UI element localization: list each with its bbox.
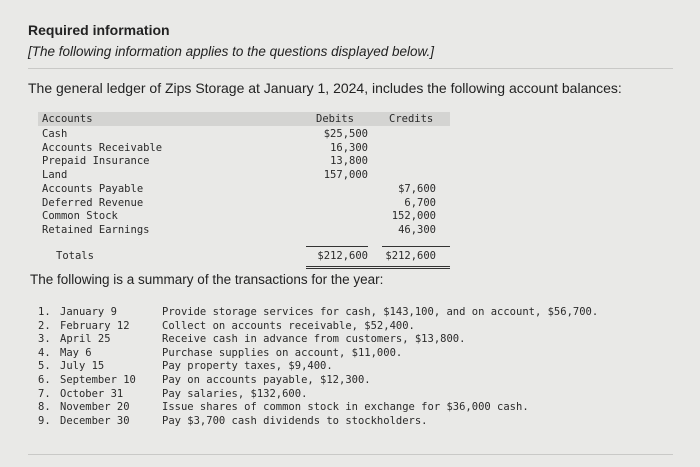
ledger-row (38, 128, 450, 141)
credit-value: 152,000 (391, 210, 436, 223)
transaction-date: January 9 (60, 306, 117, 318)
transaction-date: October 31 (60, 387, 124, 400)
total-rule (382, 246, 450, 247)
transaction-description: Receive cash in advance from customers, $13,800. (162, 333, 466, 346)
totals-debit: $212,600 (317, 249, 368, 262)
transaction-number: 5. (38, 360, 51, 373)
ledger-row (38, 224, 450, 237)
ledger-row (38, 169, 450, 182)
credit-value: 6,700 (404, 196, 436, 209)
transaction-description: Pay on accounts payable, $12,300. (162, 374, 371, 386)
section-title: Required information (28, 22, 170, 38)
account-name: Common Stock (42, 210, 118, 223)
debit-value: 16,300 (330, 141, 368, 154)
transaction-description: Pay property taxes, $9,400. (162, 360, 333, 373)
transaction-date: November 20 (60, 401, 130, 414)
credit-value: $7,600 (398, 182, 436, 195)
account-name: Prepaid Insurance (42, 155, 150, 168)
summary-intro-text: The following is a summary of the transactions for the year: (30, 272, 384, 287)
account-name: Cash (42, 128, 68, 140)
transaction-description: Issue shares of common stock in exchange for $36,000 cash. (162, 401, 529, 414)
transaction-number: 6. (38, 374, 51, 386)
ledger-intro-text: The general ledger of Zips Storage at January 1, 2024, includes the following account balances: (28, 80, 622, 96)
transaction-description: Pay salaries, $132,600. (162, 387, 308, 400)
transaction-description: Purchase supplies on account, $11,000. (162, 346, 403, 359)
transaction-number: 7. (38, 387, 51, 400)
ledger-row (38, 155, 450, 168)
col-accounts: Accounts (42, 113, 93, 125)
ledger-row (38, 210, 450, 223)
transaction-number: 4. (38, 346, 51, 359)
debit-value: 157,000 (323, 169, 368, 182)
account-name: Accounts Receivable (42, 141, 163, 154)
transaction-description: Collect on accounts receivable, $52,400. (162, 319, 415, 332)
transaction-date: April 25 (60, 333, 111, 346)
account-name: Accounts Payable (42, 182, 144, 195)
transaction-date: September 10 (60, 374, 136, 386)
transaction-description: Pay $3,700 cash dividends to stockholders. (162, 414, 428, 427)
debit-value: 13,800 (330, 155, 368, 168)
col-debits: Debits (316, 113, 354, 125)
transaction-number: 2. (38, 319, 51, 332)
transaction-date: May 6 (60, 346, 92, 359)
totals-credit: $212,600 (385, 249, 436, 262)
instruction-note: [The following information applies to the questions displayed below.] (28, 44, 434, 59)
transaction-date: July 15 (60, 360, 105, 373)
col-credits: Credits (389, 113, 434, 125)
account-name: Deferred Revenue (42, 196, 144, 209)
ledger-row (38, 142, 450, 155)
totals-row (38, 250, 450, 263)
transaction-number: 3. (38, 333, 51, 346)
transaction-description: Provide storage services for cash, $143,100, and on account, $56,700. (162, 306, 599, 318)
transaction-date: December 30 (60, 414, 130, 427)
debit-value: $25,500 (323, 128, 368, 140)
account-name: Land (42, 169, 68, 182)
divider (28, 68, 673, 69)
credit-value: 46,300 (398, 223, 436, 236)
ledger-row (38, 183, 450, 196)
transaction-number: 8. (38, 401, 51, 414)
transaction-date: February 12 (60, 319, 130, 332)
totals-label: Totals (56, 249, 94, 262)
ledger-row (38, 197, 450, 210)
transaction-number: 9. (38, 414, 51, 427)
double-underline (306, 266, 450, 269)
total-rule (306, 246, 368, 247)
transaction-number: 1. (38, 306, 51, 318)
divider (28, 454, 673, 455)
account-name: Retained Earnings (42, 223, 150, 236)
ledger-header-row (38, 112, 450, 126)
